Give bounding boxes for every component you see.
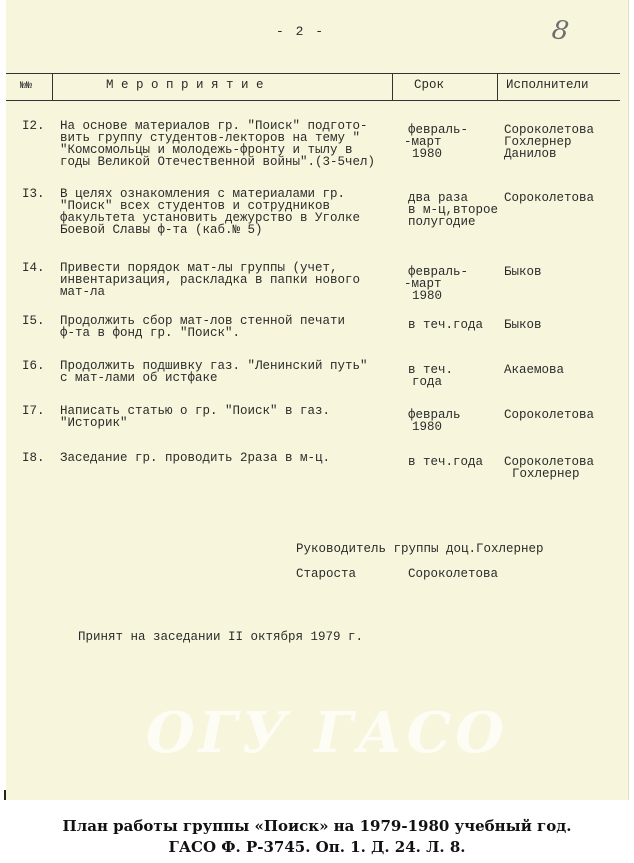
- term-text-line: -март: [404, 135, 442, 149]
- event-text-line: Привести порядок мат-лы группы (учет,: [60, 261, 338, 275]
- event-text-line: Продолжить сбор мат-лов стенной печати: [60, 314, 346, 328]
- event-text-line: мат-ла: [60, 285, 106, 299]
- row-number: I7.: [22, 404, 45, 418]
- header-term: Срок: [414, 78, 445, 92]
- row-number: I4.: [22, 261, 45, 275]
- row-number: I8.: [22, 451, 45, 465]
- event-text-line: Написать статью о гр. "Поиск" в газ.: [60, 404, 331, 418]
- term-text-line: февраль-: [408, 123, 469, 137]
- executor-name: Сороколетова: [504, 408, 595, 422]
- event-text-line: годы Великой Отечественной войны".(3-5чел): [60, 155, 376, 169]
- column-divider-term: [497, 73, 498, 101]
- accepted-note: Принят на заседании II октября 1979 г.: [78, 630, 364, 644]
- event-text-line: "Поиск" всех студентов и сотрудников: [60, 199, 331, 213]
- term-text-line: 1980: [412, 420, 443, 434]
- event-text-line: вить группу студентов-лекторов на тему ": [60, 131, 361, 145]
- column-divider-event: [392, 73, 393, 101]
- event-text-line: Боевой Славы ф-та (каб.№ 5): [60, 223, 263, 237]
- row-number: I2.: [22, 119, 45, 133]
- executor-name: Данилов: [504, 147, 557, 161]
- column-divider-num: [52, 73, 53, 101]
- executor-name: Сороколетова: [504, 455, 595, 469]
- edge-mark: [4, 790, 6, 800]
- term-text-line: два раза: [408, 191, 469, 205]
- caption-reference: ГАСО Ф. Р-3745. Оп. 1. Д. 24. Л. 8.: [168, 838, 466, 856]
- event-text-line: Заседание гр. проводить 2раза в м-ц.: [60, 451, 331, 465]
- page-number: - 2 -: [276, 24, 326, 39]
- event-text-line: инвентаризация, раскладка в папки нового: [60, 273, 361, 287]
- header-executors: Исполнители: [506, 78, 589, 92]
- header-event: М е р о п р и я т и е: [106, 78, 264, 92]
- archive-watermark: ОГУ ГАСО: [146, 700, 509, 766]
- row-number: I6.: [22, 359, 45, 373]
- executor-name: Быков: [504, 318, 542, 332]
- executor-name: Быков: [504, 265, 542, 279]
- event-text-line: факультета установить дежурство в Уголке: [60, 211, 361, 225]
- event-text-line: "Комсомольцы и молодежь-фронту и тылу в: [60, 143, 353, 157]
- elder-name: Сороколетова: [408, 567, 499, 581]
- executor-name: Гохлернер: [512, 467, 580, 481]
- event-text-line: Продолжить подшивку газ. "Ленинский путь": [60, 359, 368, 373]
- term-text-line: -март: [404, 277, 442, 291]
- event-text-line: с мат-лами об истфаке: [60, 371, 218, 385]
- event-text-line: На основе материалов гр. "Поиск" подгото-: [60, 119, 368, 133]
- event-text-line: "Историк": [60, 416, 128, 430]
- handwritten-page-number: 8: [549, 14, 571, 48]
- table-header-rule: [6, 100, 620, 101]
- event-text-line: ф-та в фонд гр. "Поиск".: [60, 326, 241, 340]
- executor-name: Акаемова: [504, 363, 565, 377]
- table-top-rule: [6, 73, 620, 74]
- term-text-line: 1980: [412, 289, 443, 303]
- term-text-line: февраль-: [408, 265, 469, 279]
- term-text-line: года: [412, 375, 443, 389]
- caption-title: План работы группы «Поиск» на 1979-1980 учебный год.: [62, 817, 572, 835]
- term-text-line: полугодие: [408, 215, 476, 229]
- term-text-line: в теч.: [408, 363, 454, 377]
- row-number: I3.: [22, 187, 45, 201]
- executor-name: Гохлернер: [504, 135, 572, 149]
- document-sheet: [6, 0, 629, 800]
- event-text-line: В целях ознакомления с материалами гр.: [60, 187, 346, 201]
- executor-name: Сороколетова: [504, 123, 595, 137]
- elder-label: Староста: [296, 567, 357, 581]
- term-text-line: в теч.года: [408, 455, 484, 469]
- leader-signature: Руководитель группы доц.Гохлернер: [296, 542, 544, 556]
- executor-name: Сороколетова: [504, 191, 595, 205]
- term-text-line: в теч.года: [408, 318, 484, 332]
- header-num: №№: [20, 81, 33, 92]
- term-text-line: февраль: [408, 408, 461, 422]
- term-text-line: 1980: [412, 147, 443, 161]
- term-text-line: в м-ц,второе: [408, 203, 499, 217]
- row-number: I5.: [22, 314, 45, 328]
